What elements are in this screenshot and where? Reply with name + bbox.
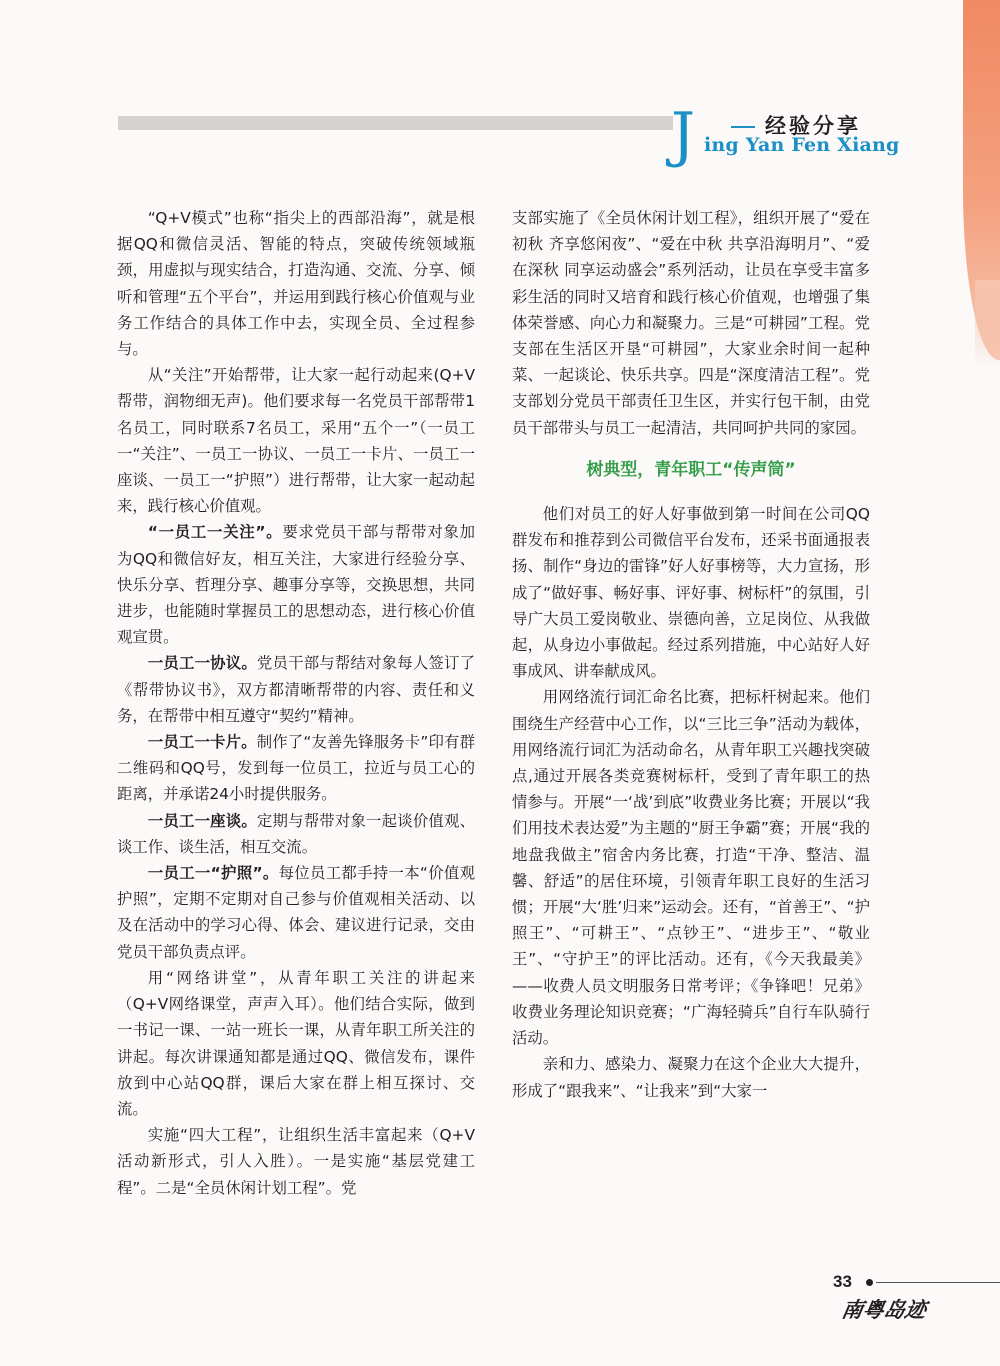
- header-initial-letter: J: [671, 100, 696, 170]
- article-paragraph: [117, 860, 475, 965]
- article-paragraph: 用“网络讲堂”，从青年职工关注的讲起来（Q+V网络课堂，声声入耳）。他们结合实际，做到一书记一课、一站一班长一课，从青年职工所关注的讲起。每次讲课通知都是通过QQ、微信发布，课件放到中心站QQ群，课后大家在群上相互探讨、交流。: [117, 968, 475, 1118]
- article-paragraph: “Q+V模式”也称“指尖上的西部沿海”，就是根据QQ和微信灵活、智能的特点，突破传统领域瓶颈，用虚拟与现实结合，打造沟通、交流、分享、倾听和管理“五个平台”，并运用到践行核心价值观与业务工作结合的具体工作中去，实现全员、全过程参与。: [117, 209, 475, 359]
- article-paragraph: [117, 808, 475, 860]
- article-column-right: [512, 205, 870, 1104]
- section-heading: 树典型，青年职工“传声筒”: [586, 459, 796, 480]
- article-paragraph: 用网络流行词汇命名比赛，把标杆树起来。他们围绕生产经营中心工作，以“三比三争”活动为载体，用网络流行词汇为活动命名，从青年职工兴趣找突破点,通过开展各类竞赛树标杆，受到了青年职工的热情参与。开展“一‘战’到底”收费业务比赛；开展以“我们用技术表达爱”为主题的“厨王争霸”赛；开展“我的地盘我做主”宿舍内务比赛，打造“干净、整洁、温馨、舒适”的居住环境，引领青年职工良好的生活习惯；开展“大‘胜’归来”运动会。还有，“首善王”、“护照王”、“可耕王”、“点钞王”、“进步王”、“敬业王”、“守护王”的评比活动。还有，《今天我最美》——收费人员文明服务日常考评；《争锋吧！兄弟》收费业务理论知识竞赛；“广海轻骑兵”自行车队骑行活动。: [512, 688, 870, 1048]
- article-paragraph: 亲和力、感染力、凝聚力在这个企业大大提升，形成了“跟我来”、“让我来”到“大家一: [512, 1055, 870, 1100]
- section-title-pinyin: ing Yan Fen Xiang: [704, 134, 900, 156]
- magazine-logo: 南粤岛迹: [839, 1297, 929, 1322]
- page-number: 33: [833, 1272, 852, 1291]
- paragraph-lead: 一员工一协议。: [147, 654, 257, 673]
- header-accent-line: [731, 126, 755, 128]
- section-title: 经验分享: [765, 114, 861, 138]
- footer-rule: [876, 1282, 1000, 1283]
- paragraph-text: 制作了“友善先锋服务卡”印有群二维码和QQ号，发到每一位员工，拉近与员工心的距离，并承诺24小时提供服务。: [117, 733, 475, 804]
- article-paragraph: 从“关注”开始帮带，让大家一起行动起来(Q+V帮带，润物细无声)。他们要求每一名党员干部帮带1名员工，同时联系7名员工，采用“五个一”（一员工一“关注”、一员工一协议、一员工一卡片、一员工一座谈、一员工一“护照”）进行帮带，让大家一起动起来，践行核心价值观。: [117, 366, 475, 516]
- article-paragraph: [117, 729, 475, 808]
- article-column-left: [117, 205, 475, 1201]
- header-gray-bar: [118, 116, 673, 130]
- paragraph-lead: 一员工一“护照”。: [147, 864, 279, 883]
- article-paragraph: 支部实施了《全员休闲计划工程》，组织开展了“爱在初秋 齐享悠闲夜”、“爱在中秋 共享沿海明月”、“爱在深秋 同享运动盛会”系列活动，让员在享受丰富多彩生活的同时又培育和践行核心价值观，也增强了集体荣誉感、向心力和凝聚力。三是“可耕园”工程。党支部在生活区开垦“可耕园”，大家业余时间一起种菜、一起谈论、快乐共享。四是“深度清洁工程”。党支部划分党员干部责任卫生区，并实行包干制，由党员干部带头与员工一起清洁，共同呵护共同的家园。: [512, 209, 870, 437]
- page-number-dot: [866, 1279, 873, 1286]
- paragraph-text: 要求党员干部与帮带对象加为QQ和微信好友，相互关注，大家进行经验分享、快乐分享、哲理分享、趣事分享等，交换思想，共同进步，也能随时掌握员工的思想动态，进行核心价值观宣贯。: [117, 523, 475, 647]
- decorative-corner-fade: [975, 280, 1000, 370]
- paragraph-lead: “一员工一关注”。: [147, 523, 283, 542]
- paragraph-text: 定期与帮带对象一起谈价值观、谈工作、谈生活，相互交流。: [117, 811, 475, 856]
- article-paragraph: [117, 650, 475, 729]
- article-paragraph: 他们对员工的好人好事做到第一时间在公司QQ群发布和推荐到公司微信平台发布，还采书面通报表扬、制作“身边的雷锋”好人好事榜等，大力宣扬，形成了“做好事、畅好事、评好事、树标杆”的氛围，引导广大员工爱岗敬业、崇德向善，立足岗位、从我做起，从身边小事做起。经过系列措施，中心站好人好事成风、讲奉献成风。: [512, 505, 870, 681]
- paragraph-lead: 一员工一座谈。: [147, 811, 257, 830]
- paragraph-lead: 一员工一卡片。: [147, 733, 257, 752]
- paragraph-text: 每位员工都手持一本“价值观护照”，定期不定期对自己参与价值观相关活动、以及在活动中的学习心得、体会、建议进行记录，交由党员干部负责点评。: [117, 864, 475, 961]
- article-paragraph: [117, 519, 475, 650]
- paragraph-text: 党员干部与帮结对象每人签订了《帮带协议书》，双方都清晰帮带的内容、责任和义务，在帮带中相互遵守“契约”精神。: [117, 654, 475, 725]
- article-paragraph: 实施“四大工程”，让组织生活丰富起来（Q+V活动新形式，引人入胜）。一是实施“基层党建工程”。二是“全员休闲计划工程”。党: [117, 1126, 475, 1197]
